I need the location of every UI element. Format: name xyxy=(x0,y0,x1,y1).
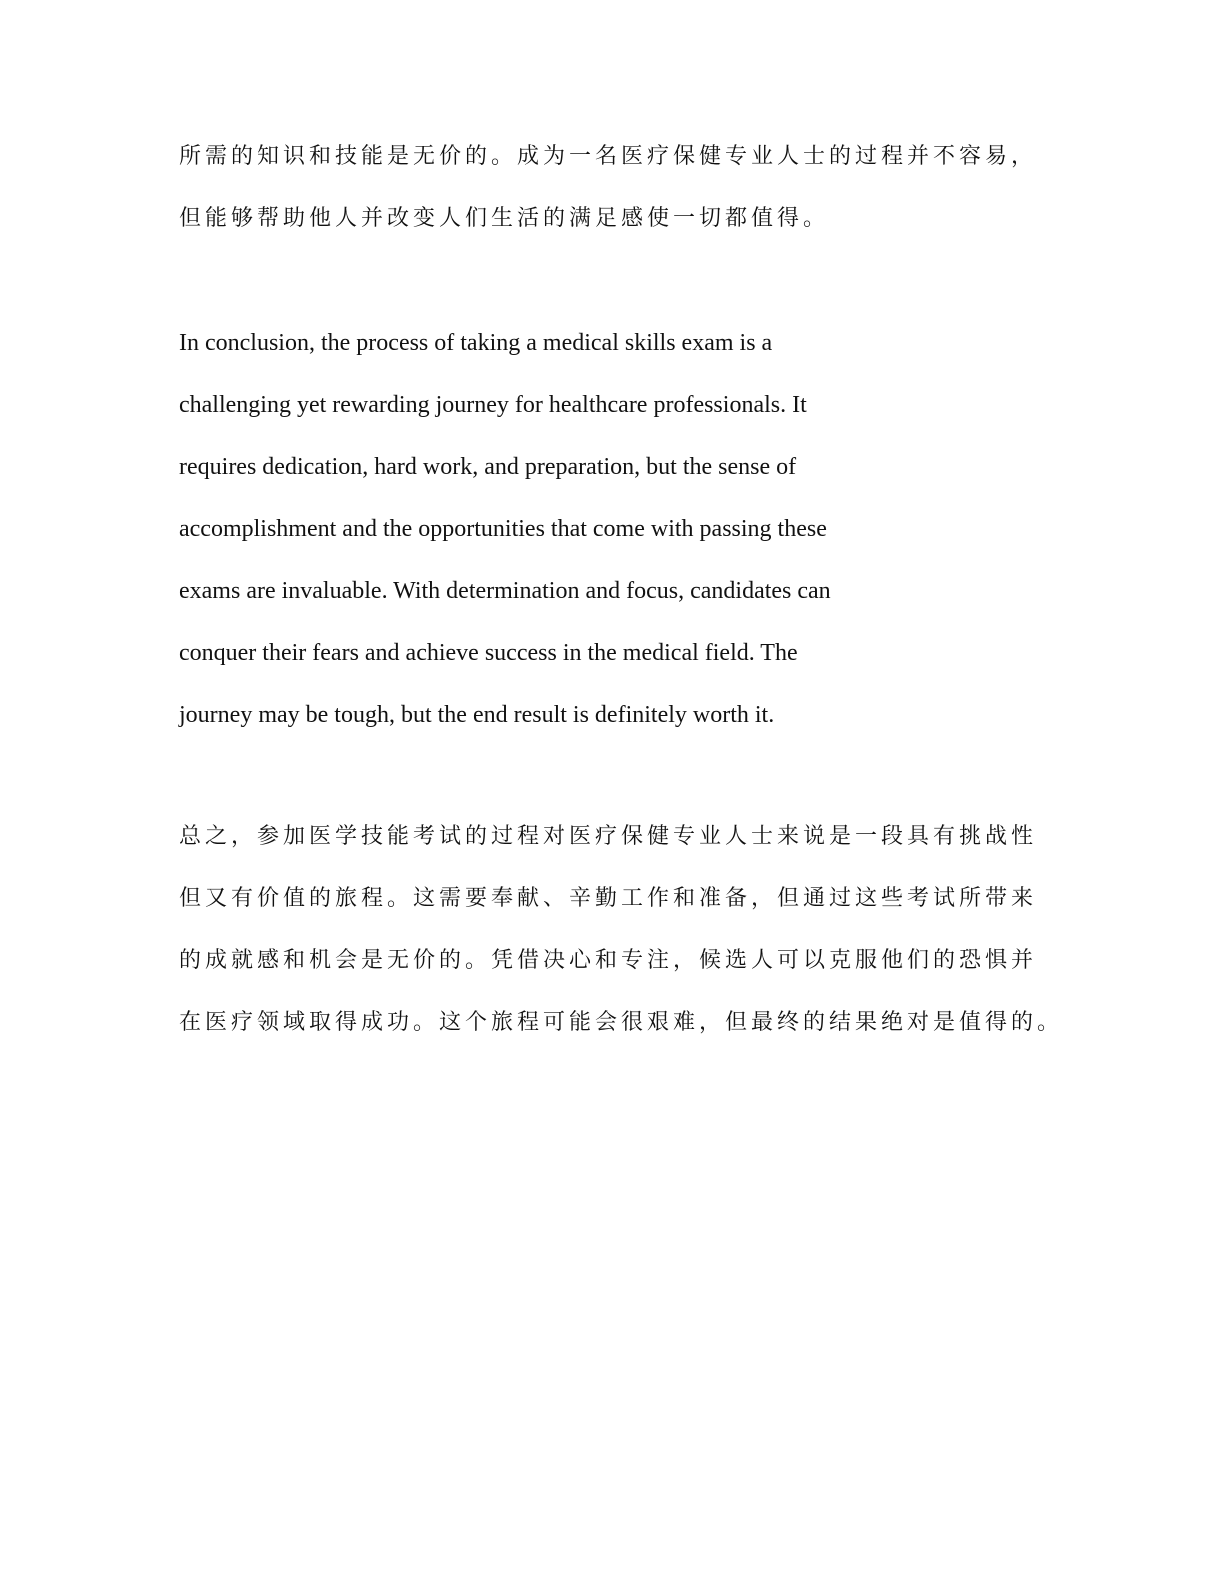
text-line: 但能够帮助他人并改变人们生活的满足感使一切都值得。 xyxy=(179,206,830,231)
text-line: conquer their fears and achieve success in the medical field. The xyxy=(179,640,798,666)
text-line: 的成就感和机会是无价的。凭借决心和专注，候选人可以克服他们的恐惧并 xyxy=(179,948,1038,973)
text-line: journey may be tough, but the end result is definitely worth it. xyxy=(179,702,775,728)
text-line: accomplishment and the opportunities that come with passing these xyxy=(179,516,827,542)
text-line: 但又有价值的旅程。这需要奉献、辛勤工作和准备，但通过这些考试所带来 xyxy=(179,886,1038,911)
text-line: challenging yet rewarding journey for healthcare professionals. It xyxy=(179,392,807,418)
text-line: 所需的知识和技能是无价的。成为一名医疗保健专业人士的过程并不容易， xyxy=(179,144,1038,169)
text-line: exams are invaluable. With determination and focus, candidates can xyxy=(179,578,831,604)
text-line: requires dedication, hard work, and preparation, but the sense of xyxy=(179,454,797,480)
text-line: In conclusion, the process of taking a medical skills exam is a xyxy=(179,330,773,356)
text-line: 总之，参加医学技能考试的过程对医疗保健专业人士来说是一段具有挑战性 xyxy=(179,824,1038,849)
text-line: 在医疗领域取得成功。这个旅程可能会很艰难，但最终的结果绝对是值得的。 xyxy=(179,1010,1064,1035)
